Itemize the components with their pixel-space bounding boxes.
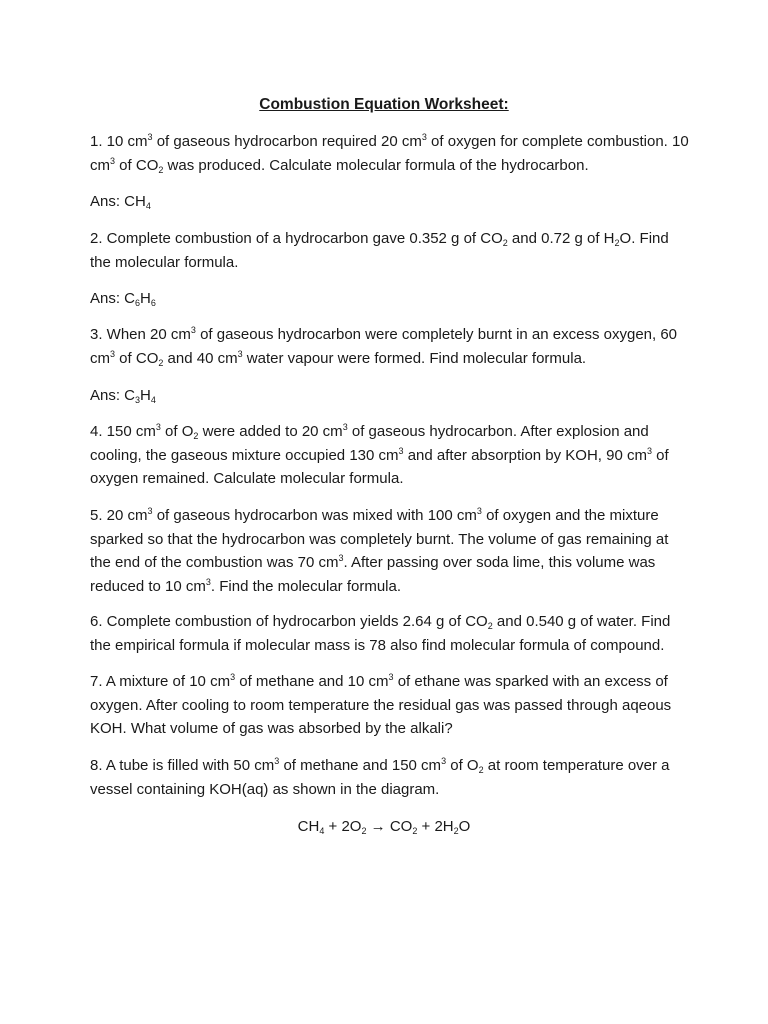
question-1: 1. 10 $cm^3$ of gaseous hydrocarbon required 20 $cm^3$ of oxygen for complete combustion. 10 $cm^3$ of $CO_2$ was produced. Calculate molecular formula of the hydrocarbon. bbox=[90, 132, 689, 175]
worksheet-title: Combustion Equation Worksheet: bbox=[259, 96, 509, 113]
question-2: 2. Complete combustion of a hydrocarbon gave 0.352 g of $CO_2$ and 0.72 g of $H_2O$. Find the molecular formula. bbox=[90, 230, 669, 271]
answer-2: Ans: $C_6H_6$ bbox=[90, 290, 156, 308]
question-3: 3. When 20 $cm^3$ of gaseous hydrocarbon were completely burnt in an excess oxygen, 60 $cm^3$ of $CO_2$ and 40 $cm^3$ water vapour were formed. Find molecular formula. bbox=[90, 325, 678, 368]
answer-1: Ans: $CH_4$ bbox=[90, 193, 151, 211]
question-6: 6. Complete combustion of hydrocarbon yields 2.64 g of $CO_2$ and 0.540 g of water. Find the empirical formula if molecular mass is 78 also find molecular formula of compound. bbox=[90, 613, 671, 654]
question-8: 8. A tube is filled with 50 $cm^3$ of methane and 150 $cm^3$ of $O_2$ at room temperature over a vessel containing KOH(aq) as shown in the diagram. bbox=[90, 756, 670, 798]
question-4: 4. 150 $cm^3$ of $O_2$ were added to 20 $cm^3$ of gaseous hydrocarbon. After explosion and cooling, the gaseous mixture occupied 130 $cm^3$ and after absorption by KOH, 90 $cm^3$ of oxygen remained. Calculate molecular formula. bbox=[90, 422, 669, 487]
question-7: 7. A mixture of 10 $cm^3$ of methane and 10 $cm^3$ of ethane was sparked with an excess of oxygen. After cooling to room temperature the residual gas was passed through aqeous KOH. What volume of gas was absorbed by the alkali? bbox=[90, 672, 672, 737]
answer-3: Ans: $C_3H_4$ bbox=[90, 387, 156, 405]
question-5: 5. 20 $cm^3$ of gaseous hydrocarbon was mixed with 100 $cm^3$ of oxygen and the mixture sparked so that the hydrocarbon was completely burnt. The volume of gas remaining at the end of the combustion was 70 $cm^3$. After passing over soda lime, this volume was reduced to 10 $cm^3$. Find the molecular formula. bbox=[90, 506, 669, 595]
combustion-equation: $CH_4 + 2O_2 \to CO_2 + 2H_2O$ bbox=[297, 818, 471, 836]
